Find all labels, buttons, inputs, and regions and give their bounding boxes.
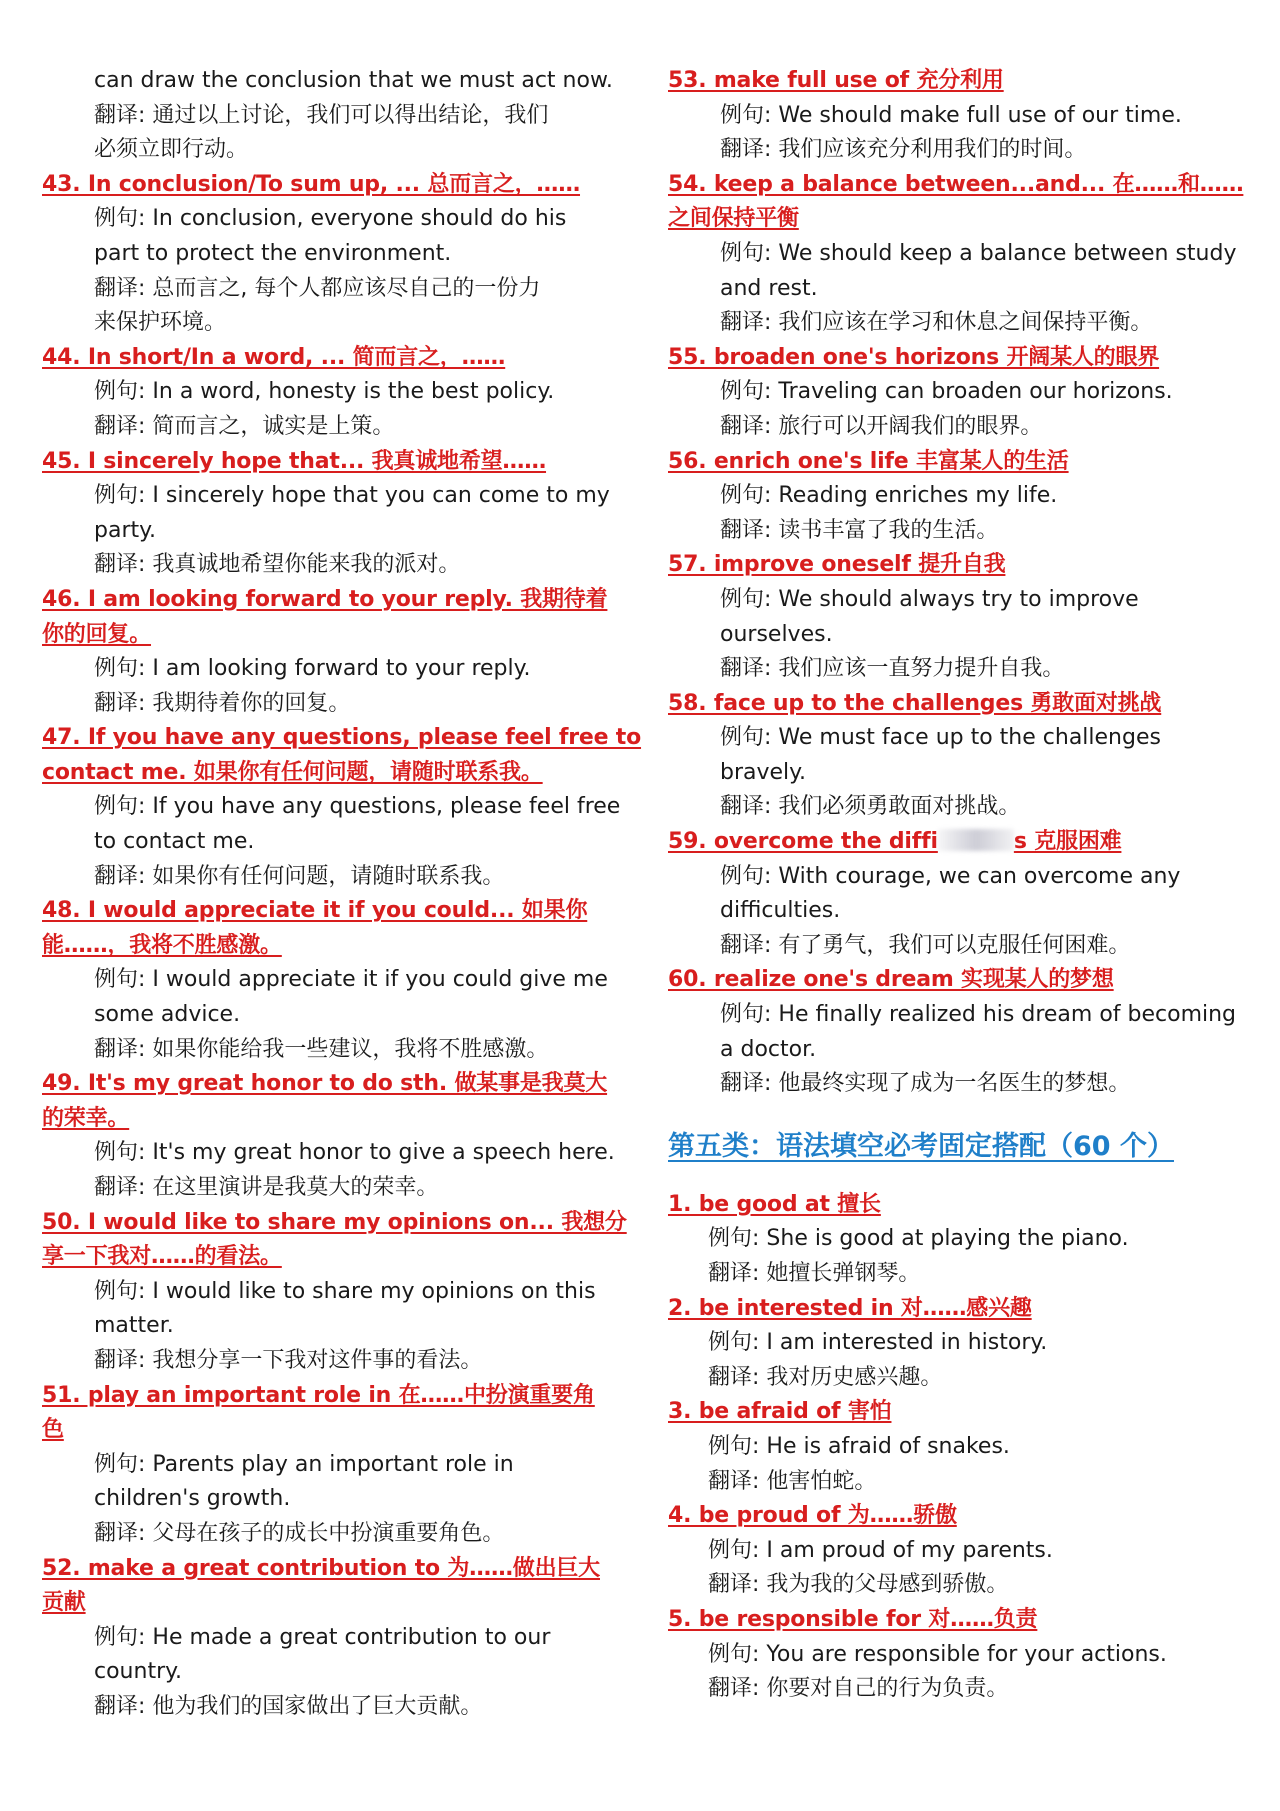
entry-text: 例句: In conclusion, everyone should do his xyxy=(94,206,567,232)
right-entries xyxy=(668,64,1258,1102)
entry-text: and rest. xyxy=(720,275,818,301)
entry-text: 例句: I would like to share my opinions on this xyxy=(94,1278,596,1304)
entry-heading: 47. If you have any questions, please feel free to xyxy=(42,725,642,751)
entry-heading: 52. make a great contribution to 为……做出巨大 xyxy=(42,1555,600,1581)
entry-heading: 1. be good at 擅长 xyxy=(668,1191,881,1217)
entry-text: 翻译: 在这里演讲是我莫大的荣幸。 xyxy=(94,1175,439,1200)
entry-text: can draw the conclusion that we must act now. xyxy=(94,68,613,93)
entry-text: 例句: If you have any questions, please feel free xyxy=(94,794,621,820)
entry-text: 来保护环境。 xyxy=(94,310,227,336)
entry-text: to contact me. xyxy=(94,829,255,855)
heading-part: s 克服困难 xyxy=(1013,829,1122,855)
entry-heading: 43. In conclusion/To sum up, ... 总而言之，…… xyxy=(42,171,581,197)
entry-text: 翻译: 我真诚地希望你能来我的派对。 xyxy=(94,552,461,578)
entry-heading: 54. keep a balance between...and... 在……和…… xyxy=(668,171,1244,197)
entry-text: 例句: He is afraid of snakes. xyxy=(708,1433,1010,1459)
entry-text: 必须立即行动。 xyxy=(94,137,249,163)
entry-heading: 55. broaden one's horizons 开阔某人的眼界 xyxy=(668,344,1160,370)
section-five-entries xyxy=(668,1188,1258,1707)
entry-text: part to protect the environment. xyxy=(94,240,452,266)
entry-heading: 58. face up to the challenges 勇敢面对挑战 xyxy=(668,690,1162,716)
entry-heading: 51. play an important role in 在……中扮演重要角 xyxy=(42,1382,595,1408)
entry-text: 例句: We must face up to the challenges xyxy=(720,725,1161,751)
entry-text: 例句: It's my great honor to give a speech here. xyxy=(94,1140,615,1166)
entry-text: bravely. xyxy=(720,759,807,785)
entry-text: 例句: She is good at playing the piano. xyxy=(708,1226,1129,1252)
entry-text: 翻译: 你要对自己的行为负责。 xyxy=(708,1676,1009,1702)
entry-text: 例句: Parents play an important role in xyxy=(94,1451,514,1477)
entry-heading: 能……，我将不胜感激。 xyxy=(42,932,282,958)
entry-heading: 57. improve oneself 提升自我 xyxy=(668,552,1006,578)
entry-heading: 56. enrich one's life 丰富某人的生活 xyxy=(668,448,1069,474)
entry-text: 翻译: 我想分享一下我对这件事的看法。 xyxy=(94,1347,483,1373)
entry-heading: 50. I would like to share my opinions on... 我想分 xyxy=(42,1209,627,1235)
entry-text: some advice. xyxy=(94,1002,241,1028)
entry-text: 翻译: 我们应该充分利用我们的时间。 xyxy=(720,137,1087,163)
entry-text: difficulties. xyxy=(720,898,841,924)
entry-text: 翻译: 他害怕蛇。 xyxy=(708,1468,877,1494)
entry-text: children's growth. xyxy=(94,1486,291,1512)
entry-text: 例句: We should always try to improve xyxy=(720,586,1139,612)
entry-text: 例句: In a word, honesty is the best policy. xyxy=(94,379,555,405)
entry-heading: 你的回复。 xyxy=(42,621,152,647)
entry-heading: 4. be proud of 为……骄傲 xyxy=(668,1503,957,1529)
entry-heading: 46. I am looking forward to your reply. 我期待着 xyxy=(42,586,608,612)
entry-text: 翻译: 他最终实现了成为一名医生的梦想。 xyxy=(720,1071,1131,1097)
entry-text: 翻译: 她擅长弹钢琴。 xyxy=(708,1261,921,1286)
entry-text: 翻译: 我们必须勇敢面对挑战。 xyxy=(720,794,1021,820)
entry-heading: 53. make full use of 充分利用 xyxy=(668,68,1004,93)
entry-text: matter. xyxy=(94,1313,174,1339)
entry-text: 例句: He made a great contribution to our xyxy=(94,1624,551,1650)
section-title: 第五类：语法填空必考固定搭配（60 个） xyxy=(668,1130,1174,1162)
entry-text: 翻译: 通过以上讨论，我们可以得出结论，我们 xyxy=(94,102,549,128)
entry-heading: 44. In short/In a word, ... 简而言之，…… xyxy=(42,344,506,370)
entry-text: 例句: I would appreciate it if you could give me xyxy=(94,967,608,993)
entry-text: 例句: I sincerely hope that you can come to my xyxy=(94,483,610,509)
entry-text: 翻译: 总而言之, 每个人都应该尽自己的一份力 xyxy=(94,275,541,301)
entry-text: 翻译: 他为我们的国家做出了巨大贡献。 xyxy=(94,1693,483,1719)
entry-text: 翻译: 有了勇气，我们可以克服任何困难。 xyxy=(720,932,1131,958)
entry-text: 翻译: 简而言之，诚实是上策。 xyxy=(94,413,395,439)
entry-text: 翻译: 我对历史感兴趣。 xyxy=(708,1364,943,1390)
entry-text: 翻译: 读书丰富了我的生活。 xyxy=(720,517,999,543)
left-column xyxy=(42,64,642,1725)
entry-text: 翻译: 我们应该在学习和休息之间保持平衡。 xyxy=(720,310,1153,336)
entry-text: ourselves. xyxy=(720,621,833,647)
entry-heading: 60. realize one's dream 实现某人的梦想 xyxy=(668,967,1114,993)
entry-heading: 色 xyxy=(42,1417,64,1443)
entry-text: 例句: I am interested in history. xyxy=(708,1330,1048,1356)
entry-text: 翻译: 如果你能给我一些建议，我将不胜感激。 xyxy=(94,1036,549,1062)
entry-text: 例句: We should make full use of our time. xyxy=(720,102,1182,128)
entry-heading xyxy=(668,825,1258,860)
heading-part: 59. overcome the diffi xyxy=(668,829,938,855)
entry-heading: 的荣幸。 xyxy=(42,1105,130,1131)
entry-text: 例句: Traveling can broaden our horizons. xyxy=(720,379,1173,405)
entry-text: party. xyxy=(94,517,156,543)
entry-text: 例句: With courage, we can overcome any xyxy=(720,863,1181,889)
entry-heading: 48. I would appreciate it if you could... 如果你 xyxy=(42,898,588,924)
entry-heading: 45. I sincerely hope that... 我真诚地希望…… xyxy=(42,448,547,474)
entry-text: 翻译: 我期待着你的回复。 xyxy=(94,690,351,716)
entry-text: a doctor. xyxy=(720,1036,817,1062)
entry-text: 翻译: 父母在孩子的成长中扮演重要角色。 xyxy=(94,1520,505,1546)
entry-text: 翻译: 我为我的父母感到骄傲。 xyxy=(708,1572,1009,1598)
entry-heading: 之间保持平衡 xyxy=(668,206,799,232)
blurred-watermark xyxy=(938,829,1014,851)
entry-heading: contact me. 如果你有任何问题，请随时联系我。 xyxy=(42,759,543,785)
entry-heading: 5. be responsible for 对……负责 xyxy=(668,1606,1038,1632)
entry-text: 例句: Reading enriches my life. xyxy=(720,483,1058,509)
entry-text: 例句: I am looking forward to your reply. xyxy=(94,656,531,682)
entry-heading: 3. be afraid of 害怕 xyxy=(668,1399,892,1425)
right-column xyxy=(668,64,1258,1707)
entry-text: 例句: You are responsible for your actions. xyxy=(708,1641,1167,1667)
entry-text: 翻译: 旅行可以开阔我们的眼界。 xyxy=(720,413,1043,439)
entry-text: country. xyxy=(94,1659,182,1685)
entry-text: 例句: We should keep a balance between study xyxy=(720,240,1237,266)
entry-heading: 2. be interested in 对……感兴趣 xyxy=(668,1295,1032,1321)
entry-text: 例句: He finally realized his dream of becoming xyxy=(720,1002,1237,1028)
entry-heading: 贡献 xyxy=(42,1590,86,1616)
entry-heading: 享一下我对……的看法。 xyxy=(42,1244,282,1270)
entry-text: 翻译: 如果你有任何问题，请随时联系我。 xyxy=(94,863,505,889)
entry-text: 例句: I am proud of my parents. xyxy=(708,1537,1053,1563)
entry-heading: 49. It's my great honor to do sth. 做某事是我莫大 xyxy=(42,1071,608,1097)
entry-text: 翻译: 我们应该一直努力提升自我。 xyxy=(720,656,1065,682)
